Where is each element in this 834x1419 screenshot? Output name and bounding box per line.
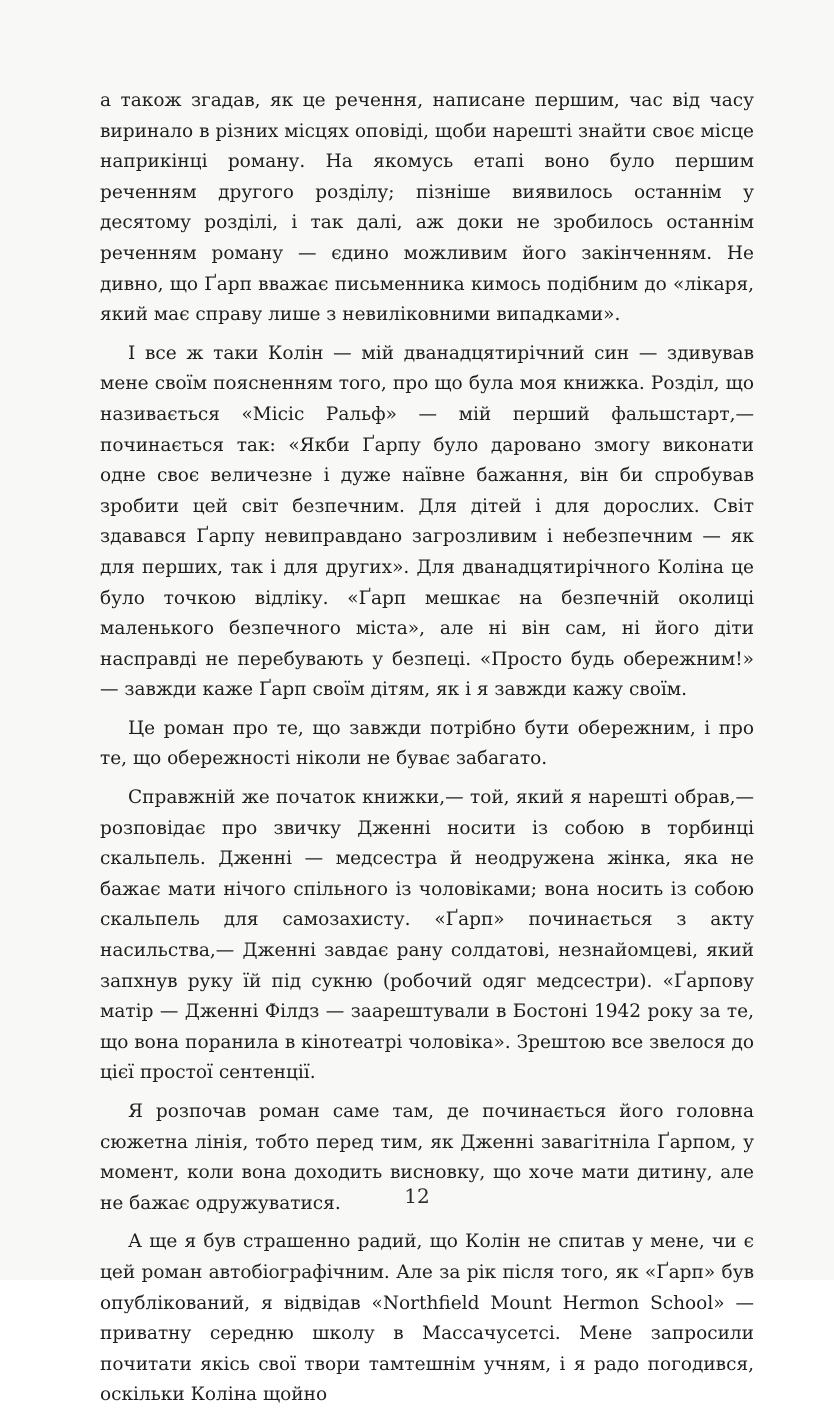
paragraph-true-beginning: Справжній же початок книжки,— той, який я нарешті обрав,— розповідає про звичку Дженні носити із собою в торбинці скальпель. Дженні — медсестра й неодружена жінка, яка не бажає мати нічого спільного із чоловіками; вона носить із собою скальпель для самозахисту. «Ґарп» починається з акту насильства,— Дженні завдає рану солдатові, незнайомцеві, який запхнув руку їй під сукню (робочий одяг медсестри). «Ґарпову матір — Дженні Філдз — заарештували в Бостоні 1942 року за те, що вона поранила в кінотеатрі чоловіка». Зрештою все звелося до цієї простої сентенції. [100, 787, 754, 1084]
page-number: 12 [404, 1184, 430, 1208]
paragraph-storyline: Я розпочав роман саме там, де починається його головна сюжетна лінія, тобто перед тим, як Дженні завагітніла Ґарпом, у момент, коли вона доходить висновку, що хоче мати дитину, але не бажає одружуватися. [100, 1101, 754, 1214]
paragraph-colin: І все ж таки Колін — мій дванадцятирічний син — здивував мене своїм поясненням того, про що була моя книжка. Розділ, що називається «Місіс Ральф» — мій перший фальшстарт,— починається так: «Якби Ґарпу було даровано змогу виконати одне своє величезне і дуже наївне бажання, він би спробував зробити цей світ безпечним. Для дітей і для дорослих. Світ здавався Ґарпу невиправдано загрозливим і небезпечним — як для перших, так і для других». Для дванадцятирічного Коліна це було точкою відліку. «Ґарп мешкає на безпечній околиці маленького безпечного міста», але ні він сам, ні його діти насправді не перебувають у безпеці. «Просто будь обережним!» — завжди каже Ґарп своїм дітям, як і я завжди кажу своїм. [100, 342, 754, 701]
body-text [100, 86, 754, 1419]
paragraph-careful: Це роман про те, що завжди потрібно бути обережним, і про те, що обережності ніколи не буває забагато. [100, 717, 754, 770]
paragraph-autobiographical: А ще я був страшенно радий, що Колін не спитав у мене, чи є цей роман автобіографічним. Але за рік після того, як «Ґарп» був опублікований, я відвідав «Northfield Mount Hermon School» — приватну середню школу в Массачусетсі. Мене запросили почитати якісь свої твори тамтешнім учням, і я радо погодився, оскільки Коліна щойно [100, 1231, 754, 1406]
paragraph-continued: а також згадав, як це речення, написане першим, час від часу виринало в різних місцях оповіді, щоби нарешті знайти своє місце наприкінці роману. На якомусь етапі воно було першим реченням другого розділу; пізніше виявилось останнім у десятому розділі, і так далі, аж доки не зробилось останнім реченням роману — єдино можливим його закінченням. Не дивно, що Ґарп вважає письменника кимось подібним до «лікаря, який має справу лише з невиліковними випадками». [100, 90, 754, 326]
